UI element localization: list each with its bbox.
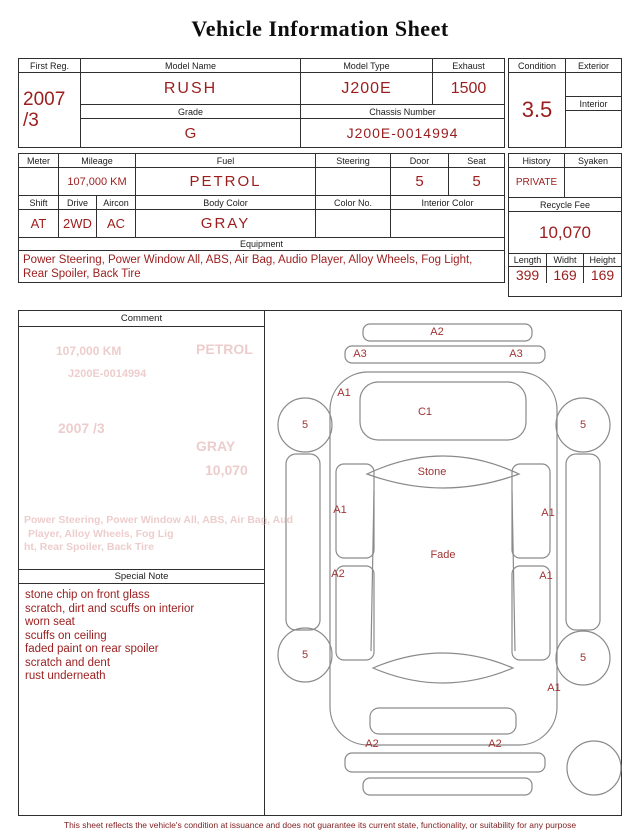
exhaust-label: Exhaust <box>452 60 485 71</box>
fuel-label: Fuel <box>136 154 316 167</box>
diagram-label: A2 <box>488 738 502 750</box>
diagram-label: A3 <box>353 348 367 360</box>
model-name-value: RUSH <box>81 73 301 104</box>
first-reg-month: /3 <box>23 110 39 131</box>
ghost-text: 2007 /3 <box>58 420 105 436</box>
ghost-text: 107,000 KM <box>56 344 122 358</box>
color-no-label: Color No. <box>316 196 391 209</box>
syaken-value <box>565 168 621 197</box>
exterior-label: Exterior <box>566 59 621 73</box>
recycle-fee-label: Recycle Fee <box>539 199 591 210</box>
diagram-label: 5 <box>579 419 587 431</box>
special-note-line: faded paint on rear spoiler <box>25 643 159 655</box>
ghost-text: Player, Alloy Wheels, Fog Lig <box>28 528 174 540</box>
fuel-value: PETROL <box>136 168 316 195</box>
model-type-label: Model Type <box>301 59 433 72</box>
ghost-text: 10,070 <box>205 462 248 478</box>
chassis-value: J200E-0014994 <box>346 125 459 141</box>
special-note-line: scratch and dent <box>25 656 111 669</box>
diagram-label: Fade <box>430 549 456 561</box>
aircon-value: AC <box>97 210 136 237</box>
comment-header: Comment <box>19 311 264 327</box>
grade-label: Grade <box>81 105 301 118</box>
equipment-value: Power Steering, Power Window All, ABS, Air Bag, Audio Player, Alloy Wheels, Fog Light, Rear Spoiler, Back Tire <box>23 254 473 280</box>
chassis-label: Chassis Number <box>369 106 436 117</box>
diagram-label: A2 <box>331 568 345 580</box>
special-note-line: rust underneath <box>25 670 106 682</box>
model-name-label: Model Name <box>81 59 301 72</box>
diagram-label: 5 <box>579 652 587 664</box>
ghost-text: J200E-0014994 <box>68 368 147 380</box>
first-reg-value <box>19 73 80 147</box>
condition-score: 3.5 <box>521 97 553 122</box>
interior-label: Interior <box>566 97 621 111</box>
syaken-label: Syaken <box>577 155 609 166</box>
condition-box <box>508 58 622 148</box>
drive-label: Drive <box>59 196 97 209</box>
diagram-label: C1 <box>417 406 433 418</box>
mileage-value: 107,000 KM <box>59 168 136 195</box>
body-color-value: GRAY <box>136 210 316 237</box>
mileage-label: Mileage <box>59 154 136 167</box>
spec-table <box>18 153 505 283</box>
diagram-label: A1 <box>541 507 555 519</box>
comment-body <box>19 327 264 569</box>
door-value: 5 <box>391 168 449 195</box>
car-outline-icon <box>264 316 622 808</box>
width-value: 169 <box>547 267 584 283</box>
special-note-line: stone chip on front glass <box>25 589 150 601</box>
color-no-value <box>316 210 391 237</box>
shift-value: AT <box>19 210 59 237</box>
ghost-text: Power Steering, Power Window All, ABS, Air Bag, Aud <box>24 514 294 526</box>
special-note-line: scuffs on ceiling <box>25 629 107 642</box>
height-value: 169 <box>590 267 615 283</box>
car-damage-diagram <box>264 316 622 808</box>
top-table <box>18 58 505 148</box>
diagram-label: A2 <box>365 738 379 750</box>
steering-value <box>316 168 391 195</box>
recycle-fee-value: 10,070 <box>539 222 591 242</box>
model-type-value: J200E <box>301 73 433 104</box>
special-note-header: Special Note <box>19 569 264 584</box>
diagram-label: Stone <box>417 466 447 478</box>
first-reg-year: 2007 <box>23 89 66 110</box>
history-value: PRIVATE <box>509 168 565 197</box>
exterior-grade-cell <box>566 73 621 97</box>
diagram-label: 5 <box>301 649 309 661</box>
diagram-label: A2 <box>430 326 444 338</box>
condition-label: Condition <box>509 59 565 73</box>
shift-label: Shift <box>19 196 59 209</box>
width-label: Widht <box>547 254 584 266</box>
diagram-label: A3 <box>509 348 523 360</box>
aircon-label: Aircon <box>97 196 136 209</box>
diagram-label: A1 <box>547 682 561 694</box>
special-note-list <box>19 584 264 815</box>
length-label: Length <box>509 254 547 266</box>
history-box <box>508 153 622 297</box>
special-note-line: worn seat <box>25 616 75 628</box>
interior-color-label: Interior Color <box>421 197 474 208</box>
interior-color-value <box>391 210 504 237</box>
diagram-label: 5 <box>301 419 309 431</box>
body-color-label: Body Color <box>136 196 316 209</box>
ghost-text: PETROL <box>196 341 253 357</box>
equipment-label: Equipment <box>239 239 284 249</box>
first-reg-label: First Reg. <box>19 59 80 73</box>
disclaimer-text: This sheet reflects the vehicle's condition at issuance and does not guarantee its current state, functionality, or suitability for any purpose <box>63 820 577 830</box>
length-value: 399 <box>509 267 547 283</box>
grade-value: G <box>81 119 301 147</box>
diagram-label: A1 <box>539 570 553 582</box>
height-label: Height <box>589 255 616 265</box>
diagram-label: A1 <box>333 504 347 516</box>
diagram-label: A1 <box>337 387 351 399</box>
exhaust-value: 1500 <box>450 79 487 97</box>
interior-grade-cell <box>566 111 621 147</box>
page-title: Vehicle Information Sheet <box>191 16 449 41</box>
drive-value: 2WD <box>59 210 97 237</box>
history-label: History <box>509 154 565 167</box>
seat-label: Seat <box>467 155 486 166</box>
ghost-text: ht, Rear Spoiler, Back Tire <box>24 541 154 553</box>
ghost-text: GRAY <box>196 438 236 454</box>
bottom-section <box>18 310 622 816</box>
special-note-line: scratch, dirt and scuffs on interior <box>25 602 195 615</box>
meter-value <box>19 168 59 195</box>
steering-label: Steering <box>316 154 391 167</box>
seat-value: 5 <box>472 173 481 190</box>
meter-label: Meter <box>19 154 59 167</box>
door-label: Door <box>391 154 449 167</box>
